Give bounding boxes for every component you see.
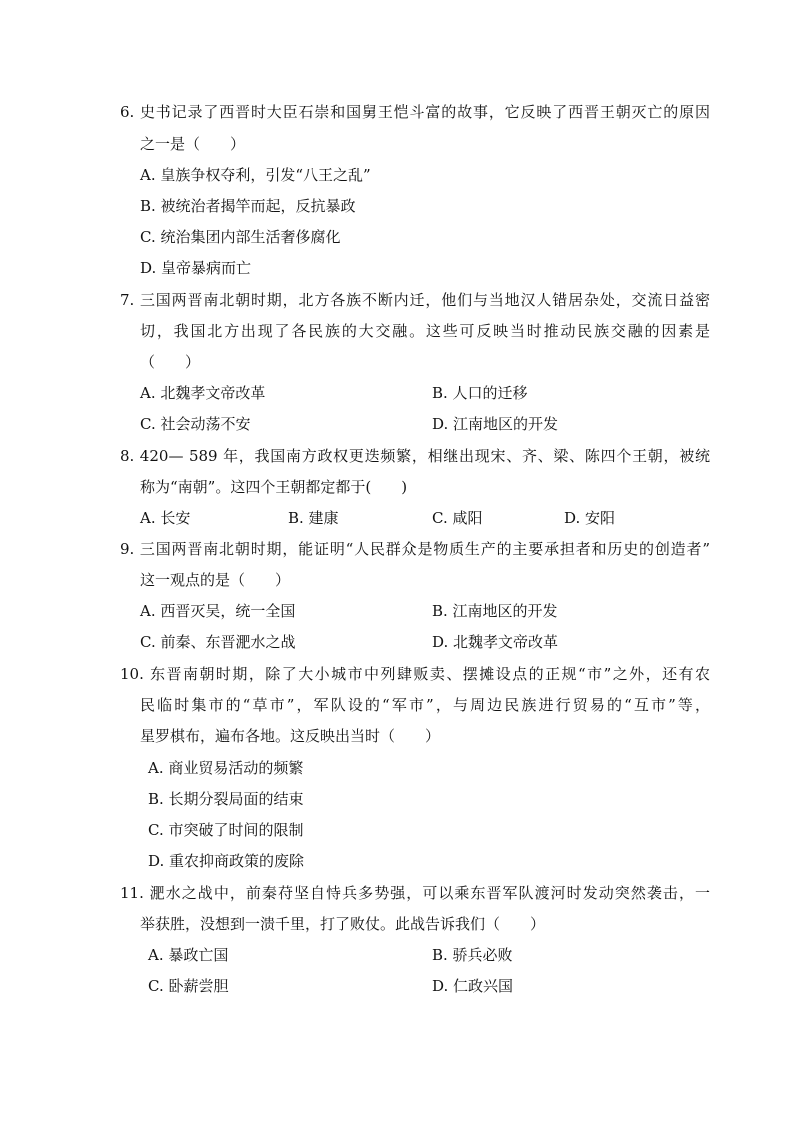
question-11-stem-line-2: 举获胜，没想到一溃千里，打了败仗。此战告诉我们（ ） [140, 915, 546, 933]
question-11-option-a: A. 暴政亡国 [148, 946, 229, 964]
question-6-option-c: C. 统治集团内部生活奢侈腐化 [140, 228, 341, 246]
question-11-option-b: B. 骄兵必败 [432, 946, 513, 964]
question-6-stem-line-1: 6. 史书记录了西晋时大臣石崇和国舅王恺斗富的故事，它反映了西晋王朝灭亡的原因 [120, 103, 710, 121]
question-7-stem-line-3: （ ） [140, 353, 201, 371]
question-10-stem-line-2: 民临时集市的“草市”，军队设的“军市”，与周边民族进行贸易的“互市”等， [140, 696, 710, 714]
question-6-option-b: B. 被统治者揭竿而起，反抗暴政 [140, 197, 356, 215]
question-7-option-a: A. 北魏孝文帝改革 [140, 384, 266, 402]
question-8-stem-line-1: 8. 420— 589 年，我国南方政权更迭频繁，相继出现宋、齐、梁、陈四个王朝，被统 [120, 447, 710, 465]
question-9-option-d: D. 北魏孝文帝改革 [432, 633, 559, 651]
question-7-option-c: C. 社会动荡不安 [140, 415, 251, 433]
question-11-stem-line-1: 11. 淝水之战中，前秦苻坚自恃兵多势强，可以乘东晋军队渡河时发动突然袭击，一 [120, 884, 710, 902]
question-8-stem-line-2: 称为“南朝”。这四个王朝都定都于( ) [140, 478, 408, 496]
question-9-stem-line-1: 9. 三国两晋南北朝时期，能证明“人民群众是物质生产的主要承担者和历史的创造者” [120, 540, 710, 558]
question-10-option-d: D. 重农抑商政策的废除 [148, 852, 305, 870]
question-8-option-d: D. 安阳 [564, 509, 616, 527]
question-11-option-d: D. 仁政兴国 [432, 977, 514, 995]
question-10-stem-line-1: 10. 东晋南朝时期，除了大小城市中列肆贩卖、摆摊设点的正规“市”之外，还有农 [120, 665, 710, 683]
question-6-stem-line-2: 之一是（ ） [140, 135, 246, 153]
question-10-option-b: B. 长期分裂局面的结束 [148, 790, 304, 808]
question-10-option-a: A. 商业贸易活动的频繁 [148, 759, 304, 777]
question-7-stem-line-1: 7. 三国两晋南北朝时期，北方各族不断内迁，他们与当地汉人错居杂处，交流日益密 [120, 291, 710, 309]
question-9-stem-line-2: 这一观点的是（ ） [140, 571, 291, 589]
question-8-option-b: B. 建康 [288, 509, 339, 527]
question-11-option-c: C. 卧薪尝胆 [148, 977, 229, 995]
question-7-option-b: B. 人口的迁移 [432, 384, 528, 402]
question-7-option-d: D. 江南地区的开发 [432, 415, 559, 433]
question-6-option-a: A. 皇族争权夺利，引发“八王之乱” [140, 166, 371, 184]
question-9-option-a: A. 西晋灭吴，统一全国 [140, 602, 296, 620]
question-10-option-c: C. 市突破了时间的限制 [148, 821, 304, 839]
question-9-option-b: B. 江南地区的开发 [432, 602, 558, 620]
question-7-stem-line-2: 切，我国北方出现了各民族的大交融。这些可反映当时推动民族交融的因素是 [140, 322, 710, 340]
question-10-stem-line-3: 星罗棋布，遍布各地。这反映出当时（ ） [140, 727, 441, 745]
question-9-option-c: C. 前秦、东晋淝水之战 [140, 633, 296, 651]
question-6-option-d: D. 皇帝暴病而亡 [140, 259, 252, 277]
question-8-option-c: C. 咸阳 [432, 509, 483, 527]
question-8-option-a: A. 长安 [140, 509, 191, 527]
